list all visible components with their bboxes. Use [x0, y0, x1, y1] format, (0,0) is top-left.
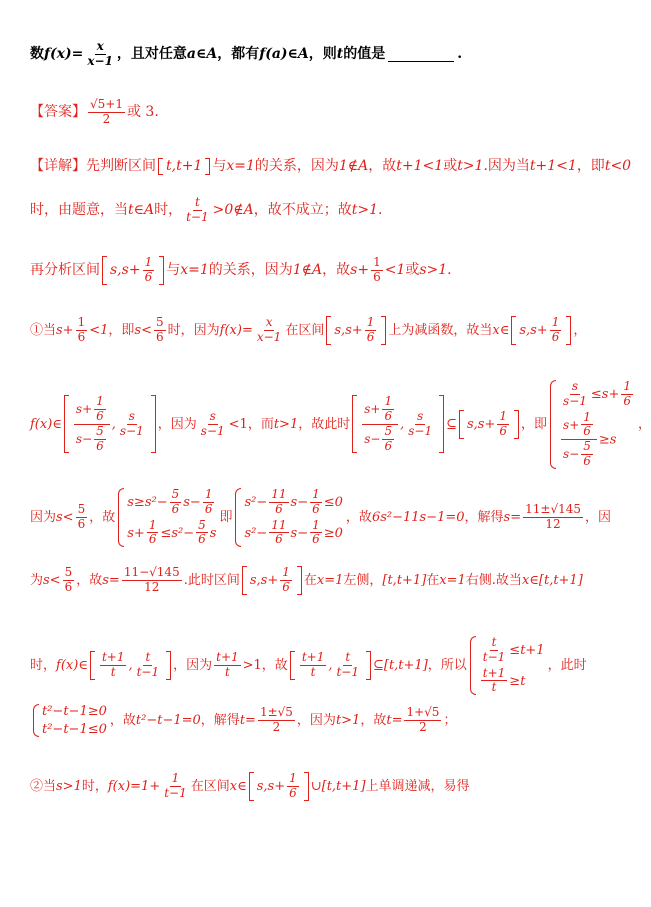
math: f(x)=1+: [107, 778, 161, 794]
text: 在: [303, 572, 317, 588]
math: f(x)∈: [56, 657, 88, 673]
text: 上为减函数，故当: [388, 322, 493, 338]
math: t>1: [457, 158, 484, 174]
text: ，解得: [464, 509, 504, 525]
math: s+: [56, 322, 74, 338]
fraction: $\frac{5}{6}$: [156, 315, 164, 344]
text: 即: [219, 509, 233, 525]
system-of-inequalities: $\frac{t}{t-1}$ ≤t+1 $\frac{t+1}{t}$ ≥t: [470, 636, 545, 695]
text: .因为当: [483, 158, 530, 174]
text: ，即: [108, 322, 135, 338]
math: t=: [386, 712, 403, 728]
fraction: $\frac{11-√145}{12}$: [123, 565, 180, 594]
fraction: $\frac{5}{6}$: [77, 502, 86, 532]
interval: s,s+ $\frac{1}{6}$: [249, 772, 309, 801]
math: s>1: [56, 778, 82, 794]
interval: $\frac{t+1}{t}$ , $\frac{t}{t-1}$: [290, 651, 371, 680]
detail-label: 【详解】: [30, 158, 86, 174]
text: ，解得: [200, 712, 240, 728]
text: .: [378, 201, 383, 218]
text: 的关系，因为: [208, 261, 293, 278]
interval: s,s+ $\frac{1}{6}$: [459, 410, 519, 439]
math: <1: [384, 261, 406, 278]
math: s+: [350, 261, 370, 278]
math: s<: [134, 322, 152, 338]
case-two-line: [30, 772, 626, 801]
text: >1，故: [242, 657, 288, 673]
math: s>1: [419, 261, 448, 278]
text: ，故: [109, 712, 136, 728]
text: .: [447, 261, 452, 278]
text: ，: [638, 416, 651, 432]
text: 上单调递减，易得: [365, 778, 470, 794]
text: 与: [212, 158, 227, 174]
answer-blank: [388, 47, 454, 62]
math: ⊆: [446, 416, 457, 432]
fraction: $\frac{t}{t-1}$: [186, 195, 209, 224]
text: ，都有: [217, 45, 260, 62]
math: f(x)∈: [30, 416, 62, 432]
math: t>1: [335, 712, 361, 728]
math: t>1: [351, 201, 379, 218]
text: ，故: [89, 509, 116, 525]
t-case-line: [30, 636, 626, 695]
question-line: [30, 40, 626, 69]
conclusion-line: [30, 566, 626, 595]
interval: $\frac{t+1}{t}$ , $\frac{t}{t-1}$: [90, 651, 171, 680]
text: ，则: [308, 45, 337, 62]
text: ，故: [368, 158, 397, 174]
text: <1，而: [228, 416, 274, 432]
math: t²−t−1=0: [135, 712, 201, 728]
text: ，即: [576, 158, 605, 174]
math: a∈A: [186, 45, 218, 62]
text: ，: [573, 322, 587, 338]
fraction: $\frac{11\pm√145}{12}$: [525, 502, 581, 532]
t-solution-line: [30, 704, 626, 737]
text: 再分析区间: [30, 261, 100, 278]
math: x=1: [226, 158, 255, 174]
text: ，故: [322, 261, 351, 278]
text: ，因为: [296, 712, 336, 728]
fraction: $\frac{1}{6}$: [77, 315, 86, 344]
math: t+1<1: [529, 158, 577, 174]
math: s<: [56, 509, 74, 525]
answer-label: 【答案】: [30, 103, 86, 120]
math: t: [336, 45, 344, 62]
text: ，此时: [547, 657, 587, 673]
fraction: $\frac{5}{6}$: [64, 565, 73, 594]
text: 的关系，因为: [254, 158, 339, 174]
math: x∈: [229, 778, 247, 794]
math: <1: [89, 322, 109, 338]
answer-line: [30, 98, 626, 127]
math: t<0: [604, 158, 632, 174]
system-of-inequalities: s≥s²− $\frac{5}{6}$ s− $\frac{1}{6}$ s+ $\frac{1}{6}$ ≤s²− $\frac{5}{6}$ s: [118, 488, 216, 547]
text: 时，因为: [167, 322, 220, 338]
text: 或: [443, 158, 458, 174]
derivation-line: [30, 488, 626, 547]
fraction: $\frac{1}{t-1}$: [164, 771, 187, 800]
detail-line-2: [30, 196, 626, 225]
math: x=1: [180, 261, 209, 278]
text: 右侧.故当: [465, 572, 522, 588]
system-of-inequalities: s²− $\frac{11}{6}$ s− $\frac{1}{6}$ ≤0 s²− $\frac{11}{6}$ s− $\frac{1}{6}$ ≥0: [235, 488, 342, 547]
math: t>1: [273, 416, 299, 432]
interval: s,s+ $\frac{1}{6}$: [242, 566, 302, 595]
math: x=1: [439, 572, 466, 588]
math: 1∉A: [338, 158, 369, 174]
math: ⊆[t,t+1]: [372, 657, 428, 673]
text: ②当: [30, 778, 57, 794]
text: ，故: [360, 712, 387, 728]
text: ①当: [30, 322, 57, 338]
text: 在: [426, 572, 440, 588]
text: ，故不成立；故: [253, 201, 352, 218]
text: 时，: [30, 657, 57, 673]
interval: s,s+ $\frac{1}{6}$: [102, 256, 164, 285]
range-line: [30, 379, 651, 469]
math: f(x)=: [44, 45, 84, 62]
interval: s+ $\frac{1}{6}$ s− $\frac{5}{6}$ , $\frac{s}{s-1}$: [352, 395, 444, 453]
math: t∈A: [128, 201, 155, 218]
interval: t,t+1: [158, 158, 210, 175]
text: ，故: [76, 572, 103, 588]
fraction: $\frac{x}{x-1}$: [87, 39, 113, 68]
text: 或 3.: [126, 103, 159, 120]
math: ∪[t,t+1]: [310, 778, 366, 794]
text: ，且对任意: [116, 45, 187, 62]
answer-fraction: $\frac{√5+1}{2}$: [90, 97, 123, 126]
math: s=: [102, 572, 120, 588]
text: ，所以: [427, 657, 467, 673]
case-one-line: [30, 316, 626, 345]
fraction: $\frac{1+√5}{2}$: [406, 705, 440, 735]
text: 为: [30, 572, 44, 588]
detail-line-1: [30, 158, 632, 175]
math: x=1: [316, 572, 344, 588]
math: f(a)∈A: [259, 45, 309, 62]
system-of-inequalities: t²−t−1≥0 t²−t−1≤0: [33, 704, 107, 737]
system-of-inequalities: $\frac{s}{s-1}$ ≤s+ $\frac{1}{6}$ s+ $\frac{1}{6}$ s− $\frac{5}{6}$ ≥s: [550, 380, 635, 469]
text: 因为: [30, 509, 57, 525]
text: ，因为: [157, 416, 197, 432]
text: ，即: [521, 416, 548, 432]
fraction: $\frac{s}{s-1}$: [200, 409, 225, 438]
text: 与: [166, 261, 181, 278]
math: [t,t+1]: [382, 572, 427, 588]
text: .此时区间: [183, 572, 240, 588]
math: t=: [239, 712, 256, 728]
interval: s+ $\frac{1}{6}$ s− $\frac{5}{6}$ , $\frac{s}{s-1}$: [64, 395, 156, 453]
math: t+1<1: [396, 158, 444, 174]
math: f(x)=: [219, 322, 253, 338]
text: 时，: [154, 201, 183, 218]
math: x∈[t,t+1]: [521, 572, 583, 588]
text: ，因为: [173, 657, 213, 673]
text: ；: [443, 712, 457, 728]
math: s<: [43, 572, 61, 588]
text: 时，: [81, 778, 108, 794]
text: ，故: [345, 509, 372, 525]
interval: s,s+ $\frac{1}{6}$: [511, 316, 571, 345]
math: >0∉A: [212, 201, 254, 218]
text: 数: [30, 45, 44, 62]
text: 的值是: [343, 45, 386, 62]
text: 左侧，: [343, 572, 383, 588]
math: 6s²−11s−1=0: [371, 509, 465, 525]
interval: s,s+ $\frac{1}{6}$: [326, 316, 386, 345]
text: 时，由题意，当: [30, 201, 128, 218]
text: 在区间: [190, 778, 230, 794]
math: x∈: [492, 322, 510, 338]
text: ，故此时: [298, 416, 351, 432]
fraction: $\frac{t+1}{t}$: [216, 650, 239, 680]
text: 在区间: [285, 322, 325, 338]
math: 1∉A: [292, 261, 323, 278]
fraction: $\frac{x}{x-1}$: [256, 315, 282, 344]
fraction: $\frac{1}{6}$: [373, 255, 381, 284]
text: 先判断区间: [86, 158, 156, 174]
text: ，因: [585, 509, 612, 525]
text: .: [457, 45, 463, 62]
analysis-line: [30, 256, 626, 285]
text: 或: [405, 261, 420, 278]
fraction: $\frac{1\pm√5}{2}$: [259, 705, 293, 735]
math: s=: [503, 509, 522, 525]
